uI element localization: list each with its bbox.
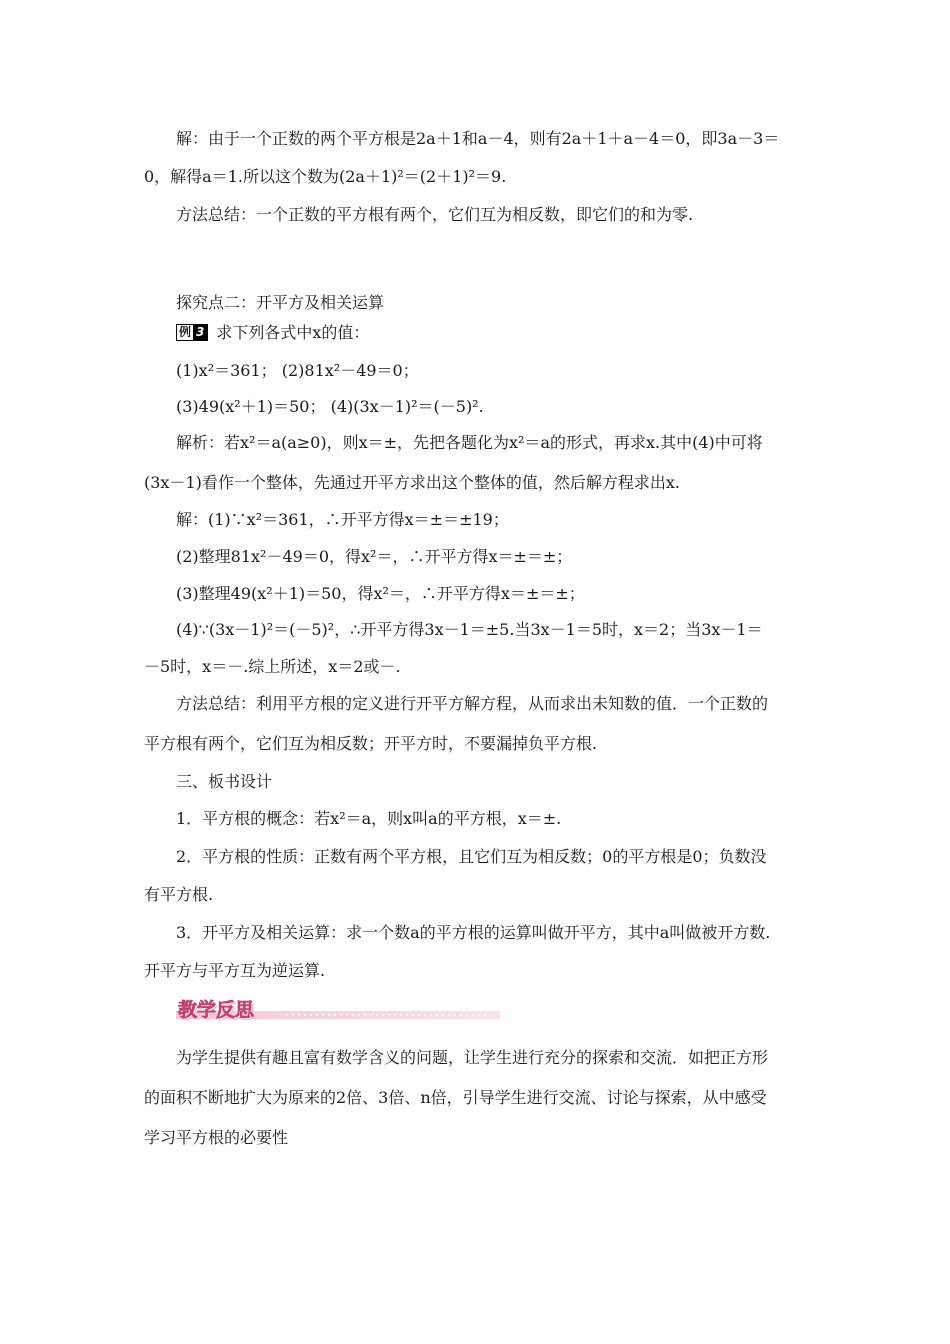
- example-question: [176, 322, 369, 344]
- solution-step: (3)整理49(x²＋1)＝50，得x²＝，∴开平方得x＝±＝±；: [176, 584, 585, 603]
- method-summary: 方法总结：利用平方根的定义进行开平方解方程，从而求出未知数的值．一个正数的: [176, 694, 769, 713]
- banner-title: 教学反思: [178, 999, 255, 1021]
- question-text: 求下列各式中x的值：: [216, 323, 370, 342]
- solution-step: 解：(1)∵x²＝361，∴开平方得x＝±＝±19；: [176, 510, 509, 529]
- reflection-text: 的面积不断地扩大为原来的2倍、3倍、n倍，引导学生进行交流、讨论与探索，从中感受: [144, 1088, 767, 1107]
- board-title: 三、板书设计: [176, 772, 273, 791]
- solution-text: 0，解得a＝1.所以这个数为(2a＋1)²＝(2＋1)²＝9.: [144, 167, 507, 186]
- problem-items: (1)x²＝361； (2)81x²－49＝0；: [176, 361, 419, 380]
- example-badge: 例 3: [176, 324, 208, 341]
- board-item: 1．平方根的概念：若x²＝a，则x叫a的平方根，x＝±.: [176, 809, 562, 828]
- reflection-banner: [176, 995, 500, 1023]
- solution-step: (4)∵(3x－1)²＝(－5)²，∴开平方得3x－1＝±5.当3x－1＝5时，x＝2；当3x－1＝: [176, 620, 763, 639]
- analysis-text: (3x－1)看作一个整体，先通过开平方求出这个整体的值，然后解方程求出x.: [144, 473, 680, 492]
- board-item: 开平方与平方互为逆运算.: [144, 961, 326, 980]
- method-summary: 平方根有两个，它们互为相反数；开平方时，不要漏掉负平方根.: [144, 734, 598, 753]
- analysis-text: 解析：若x²＝a(a≥0)，则x＝±，先把各题化为x²＝a的形式，再求x.其中(4)中可将: [176, 433, 763, 452]
- reflection-text: 学习平方根的必要性: [144, 1128, 289, 1147]
- solution-step: －5时，x＝－.综上所述，x＝2或－.: [144, 657, 401, 676]
- solution-step: (2)整理81x²－49＝0，得x²＝，∴开平方得x＝±＝±；: [176, 547, 573, 566]
- problem-items: (3)49(x²＋1)＝50； (4)(3x－1)²＝(－5)².: [176, 397, 484, 416]
- section-title: 探究点二：开平方及相关运算: [176, 293, 385, 312]
- board-item: 2．平方根的性质：正数有两个平方根，且它们互为相反数；0的平方根是0；负数没: [176, 847, 767, 866]
- board-item: 3．开平方及相关运算：求一个数a的平方根的运算叫做开平方，其中a叫做被开方数.: [176, 923, 771, 942]
- solution-text: 解：由于一个正数的两个平方根是2a＋1和a－4，则有2a＋1＋a－4＝0，即3a－3＝: [176, 129, 780, 148]
- method-summary: 方法总结：一个正数的平方根有两个，它们互为相反数，即它们的和为零.: [176, 205, 694, 224]
- reflection-text: 为学生提供有趣且富有数学含义的问题，让学生进行充分的探索和交流．如把正方形: [176, 1048, 769, 1067]
- board-item: 有平方根.: [144, 885, 214, 904]
